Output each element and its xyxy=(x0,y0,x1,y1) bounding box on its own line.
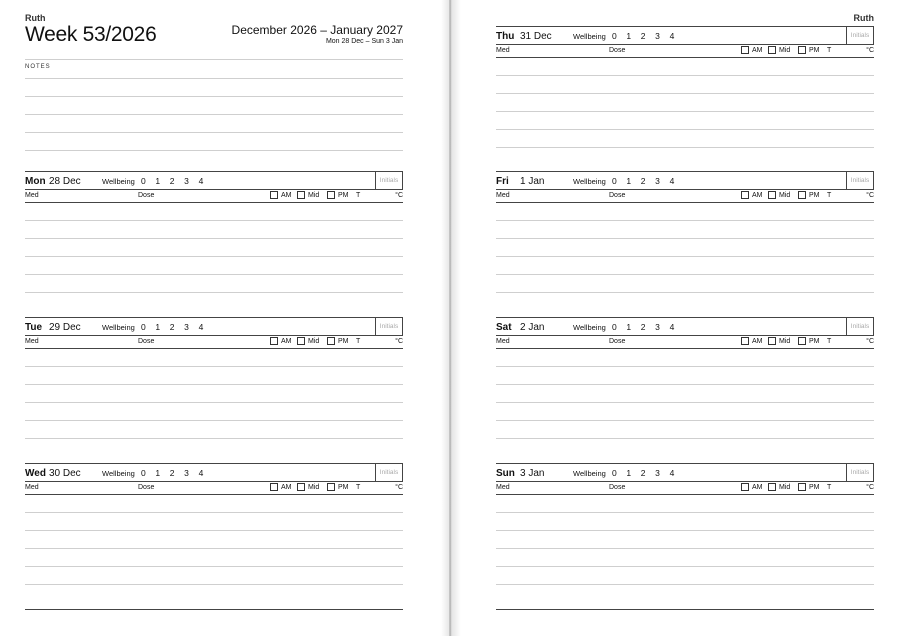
med-row-rule xyxy=(496,57,874,58)
wellbeing-option[interactable]: 1 xyxy=(626,176,632,186)
writing-line xyxy=(25,584,403,585)
wellbeing-option[interactable]: 0 xyxy=(141,322,146,332)
writing-line xyxy=(496,512,874,513)
med-row-rule xyxy=(496,348,874,349)
wellbeing-option[interactable]: 2 xyxy=(169,322,175,332)
day-date: 31 Dec xyxy=(520,31,552,42)
wellbeing-scale xyxy=(612,468,684,478)
temperature-label: T xyxy=(827,338,832,345)
initials-box[interactable]: Initials xyxy=(375,317,403,336)
med-row-rule xyxy=(496,202,874,203)
wellbeing-option[interactable]: 3 xyxy=(184,176,189,186)
mid-checkbox[interactable] xyxy=(768,337,776,345)
day-name: Tue xyxy=(25,322,43,333)
notes-line xyxy=(25,150,403,151)
day-date: 30 Dec xyxy=(49,468,81,479)
day-header xyxy=(25,171,403,190)
pm-label: PM xyxy=(338,484,349,491)
writing-line xyxy=(25,566,403,567)
owner-name-right: Ruth xyxy=(853,13,874,23)
writing-line xyxy=(25,402,403,403)
mid-checkbox[interactable] xyxy=(768,483,776,491)
wellbeing-option[interactable]: 4 xyxy=(669,468,675,478)
mid-checkbox[interactable] xyxy=(297,191,305,199)
wellbeing-option[interactable]: 2 xyxy=(640,31,646,41)
owner-name: Ruth xyxy=(25,13,46,23)
right-page xyxy=(451,0,900,636)
pm-label: PM xyxy=(809,338,820,345)
left-page xyxy=(0,0,449,636)
am-label: AM xyxy=(752,484,763,491)
temperature-unit: °C xyxy=(395,192,403,199)
wellbeing-option[interactable]: 4 xyxy=(198,468,204,478)
am-checkbox[interactable] xyxy=(741,46,749,54)
writing-line xyxy=(25,238,403,239)
dose-label: Dose xyxy=(609,484,626,491)
med-label: Med xyxy=(496,192,510,199)
writing-line xyxy=(496,584,874,585)
initials-box[interactable]: Initials xyxy=(375,171,403,190)
wellbeing-option[interactable]: 1 xyxy=(626,31,632,41)
notes-label: NOTES xyxy=(25,64,51,70)
day-header xyxy=(25,463,403,482)
med-label: Med xyxy=(496,338,510,345)
temperature-label: T xyxy=(356,192,361,199)
week-title: Week 53/2026 xyxy=(25,23,157,46)
writing-line xyxy=(25,438,403,439)
wellbeing-label: Wellbeing xyxy=(573,323,606,332)
notes-line xyxy=(25,96,403,97)
day-name: Fri xyxy=(496,176,509,187)
wellbeing-scale xyxy=(612,322,684,332)
temperature-label: T xyxy=(827,484,832,491)
wellbeing-option[interactable]: 1 xyxy=(626,322,632,332)
writing-line xyxy=(496,274,874,275)
day-header xyxy=(496,463,874,482)
writing-line xyxy=(496,93,874,94)
am-label: AM xyxy=(281,192,292,199)
day-name: Sun xyxy=(496,468,515,479)
day-name: Wed xyxy=(25,468,46,479)
day-name: Mon xyxy=(25,176,46,187)
mid-checkbox[interactable] xyxy=(297,483,305,491)
writing-line xyxy=(496,566,874,567)
wellbeing-option[interactable]: 0 xyxy=(612,176,617,186)
am-label: AM xyxy=(752,192,763,199)
temperature-label: T xyxy=(356,338,361,345)
wellbeing-option[interactable]: 0 xyxy=(612,31,617,41)
notes-line xyxy=(25,114,403,115)
pm-label: PM xyxy=(338,338,349,345)
initials-box[interactable]: Initials xyxy=(375,463,403,482)
writing-line xyxy=(496,111,874,112)
writing-line xyxy=(496,438,874,439)
med-label: Med xyxy=(496,47,510,54)
am-checkbox[interactable] xyxy=(741,337,749,345)
am-label: AM xyxy=(281,338,292,345)
wellbeing-option[interactable]: 2 xyxy=(640,322,646,332)
dose-label: Dose xyxy=(138,338,155,345)
wellbeing-option[interactable]: 4 xyxy=(669,322,675,332)
med-label: Med xyxy=(25,484,39,491)
wellbeing-option[interactable]: 0 xyxy=(612,468,617,478)
mid-checkbox[interactable] xyxy=(297,337,305,345)
day-date: 1 Jan xyxy=(520,176,545,187)
mid-label: Mid xyxy=(308,192,320,199)
med-row-rule xyxy=(25,348,403,349)
wellbeing-option[interactable]: 4 xyxy=(198,322,204,332)
writing-line xyxy=(496,402,874,403)
pm-label: PM xyxy=(809,47,820,54)
mid-label: Mid xyxy=(779,484,791,491)
writing-line xyxy=(496,129,874,130)
mid-checkbox[interactable] xyxy=(768,191,776,199)
dose-label: Dose xyxy=(609,192,626,199)
writing-line xyxy=(25,274,403,275)
dose-label: Dose xyxy=(609,338,626,345)
wellbeing-option[interactable]: 4 xyxy=(669,176,675,186)
am-checkbox[interactable] xyxy=(741,483,749,491)
writing-line xyxy=(496,220,874,221)
mid-label: Mid xyxy=(779,338,791,345)
wellbeing-label: Wellbeing xyxy=(573,177,606,186)
mid-label: Mid xyxy=(308,338,320,345)
writing-line xyxy=(25,420,403,421)
temperature-unit: °C xyxy=(866,192,874,199)
writing-line xyxy=(25,292,403,293)
pm-checkbox[interactable] xyxy=(798,46,806,54)
wellbeing-option[interactable]: 3 xyxy=(184,322,189,332)
am-checkbox[interactable] xyxy=(270,337,278,345)
initials-box[interactable]: Initials xyxy=(846,26,874,45)
day-date: 29 Dec xyxy=(49,322,81,333)
wellbeing-label: Wellbeing xyxy=(102,323,135,332)
wellbeing-label: Wellbeing xyxy=(102,469,135,478)
bottom-rule xyxy=(25,609,403,610)
wellbeing-option[interactable]: 4 xyxy=(198,176,204,186)
wellbeing-label: Wellbeing xyxy=(573,469,606,478)
temperature-unit: °C xyxy=(866,484,874,491)
writing-line xyxy=(496,292,874,293)
temperature-unit: °C xyxy=(866,338,874,345)
writing-line xyxy=(25,256,403,257)
initials-box[interactable]: Initials xyxy=(846,171,874,190)
bottom-rule xyxy=(496,609,874,610)
notes-line xyxy=(25,78,403,79)
wellbeing-scale xyxy=(141,322,213,332)
writing-line xyxy=(25,220,403,221)
am-checkbox[interactable] xyxy=(270,483,278,491)
med-label: Med xyxy=(25,338,39,345)
pm-label: PM xyxy=(809,484,820,491)
temperature-unit: °C xyxy=(395,338,403,345)
dose-label: Dose xyxy=(138,484,155,491)
am-label: AM xyxy=(752,338,763,345)
date-range: Mon 28 Dec – Sun 3 Jan xyxy=(325,38,403,45)
wellbeing-scale xyxy=(612,176,684,186)
wellbeing-option[interactable]: 1 xyxy=(626,468,632,478)
pm-checkbox[interactable] xyxy=(327,191,335,199)
pm-checkbox[interactable] xyxy=(798,191,806,199)
mid-label: Mid xyxy=(308,484,320,491)
notes-line xyxy=(25,132,403,133)
day-header xyxy=(496,26,874,45)
writing-line xyxy=(496,384,874,385)
writing-line xyxy=(25,366,403,367)
writing-line xyxy=(25,548,403,549)
writing-line xyxy=(496,256,874,257)
pm-checkbox[interactable] xyxy=(798,337,806,345)
mid-checkbox[interactable] xyxy=(768,46,776,54)
writing-line xyxy=(496,420,874,421)
wellbeing-option[interactable]: 2 xyxy=(640,468,646,478)
wellbeing-label: Wellbeing xyxy=(573,32,606,41)
wellbeing-option[interactable]: 3 xyxy=(655,322,660,332)
day-header xyxy=(496,317,874,336)
wellbeing-option[interactable]: 3 xyxy=(655,176,660,186)
initials-box[interactable]: Initials xyxy=(846,317,874,336)
header-rule xyxy=(25,59,403,60)
wellbeing-option[interactable]: 3 xyxy=(184,468,189,478)
med-row-rule xyxy=(25,202,403,203)
wellbeing-option[interactable]: 2 xyxy=(169,176,175,186)
writing-line xyxy=(496,366,874,367)
day-date: 2 Jan xyxy=(520,322,545,333)
dose-label: Dose xyxy=(609,47,626,54)
temperature-unit: °C xyxy=(866,47,874,54)
pm-label: PM xyxy=(338,192,349,199)
temperature-label: T xyxy=(356,484,361,491)
wellbeing-option[interactable]: 2 xyxy=(169,468,175,478)
day-date: 28 Dec xyxy=(49,176,81,187)
writing-line xyxy=(496,147,874,148)
writing-line xyxy=(25,530,403,531)
day-header xyxy=(496,171,874,190)
writing-line xyxy=(25,512,403,513)
am-checkbox[interactable] xyxy=(741,191,749,199)
wellbeing-option[interactable]: 0 xyxy=(141,176,146,186)
mid-label: Mid xyxy=(779,192,791,199)
wellbeing-scale xyxy=(612,31,684,41)
day-date: 3 Jan xyxy=(520,468,545,479)
pm-checkbox[interactable] xyxy=(327,483,335,491)
am-checkbox[interactable] xyxy=(270,191,278,199)
wellbeing-option[interactable]: 2 xyxy=(640,176,646,186)
writing-line xyxy=(496,238,874,239)
writing-line xyxy=(496,75,874,76)
med-row-rule xyxy=(25,494,403,495)
pm-label: PM xyxy=(809,192,820,199)
med-row-rule xyxy=(496,494,874,495)
pm-checkbox[interactable] xyxy=(327,337,335,345)
wellbeing-option[interactable]: 0 xyxy=(141,468,146,478)
day-name: Sat xyxy=(496,322,512,333)
wellbeing-option[interactable]: 1 xyxy=(155,468,161,478)
day-name: Thu xyxy=(496,31,515,42)
mid-label: Mid xyxy=(779,47,791,54)
temperature-label: T xyxy=(827,192,832,199)
wellbeing-option[interactable]: 3 xyxy=(655,31,660,41)
wellbeing-option[interactable]: 1 xyxy=(155,322,161,332)
initials-box[interactable]: Initials xyxy=(846,463,874,482)
med-label: Med xyxy=(496,484,510,491)
am-label: AM xyxy=(281,484,292,491)
wellbeing-label: Wellbeing xyxy=(102,177,135,186)
pm-checkbox[interactable] xyxy=(798,483,806,491)
writing-line xyxy=(496,530,874,531)
wellbeing-option[interactable]: 1 xyxy=(155,176,161,186)
temperature-unit: °C xyxy=(395,484,403,491)
wellbeing-option[interactable]: 4 xyxy=(669,31,675,41)
dose-label: Dose xyxy=(138,192,155,199)
med-label: Med xyxy=(25,192,39,199)
temperature-label: T xyxy=(827,47,832,54)
writing-line xyxy=(25,384,403,385)
wellbeing-option[interactable]: 0 xyxy=(612,322,617,332)
writing-line xyxy=(496,548,874,549)
month-range: December 2026 – January 2027 xyxy=(231,23,403,37)
wellbeing-option[interactable]: 3 xyxy=(655,468,660,478)
wellbeing-scale xyxy=(141,468,213,478)
am-label: AM xyxy=(752,47,763,54)
wellbeing-scale xyxy=(141,176,213,186)
day-header xyxy=(25,317,403,336)
